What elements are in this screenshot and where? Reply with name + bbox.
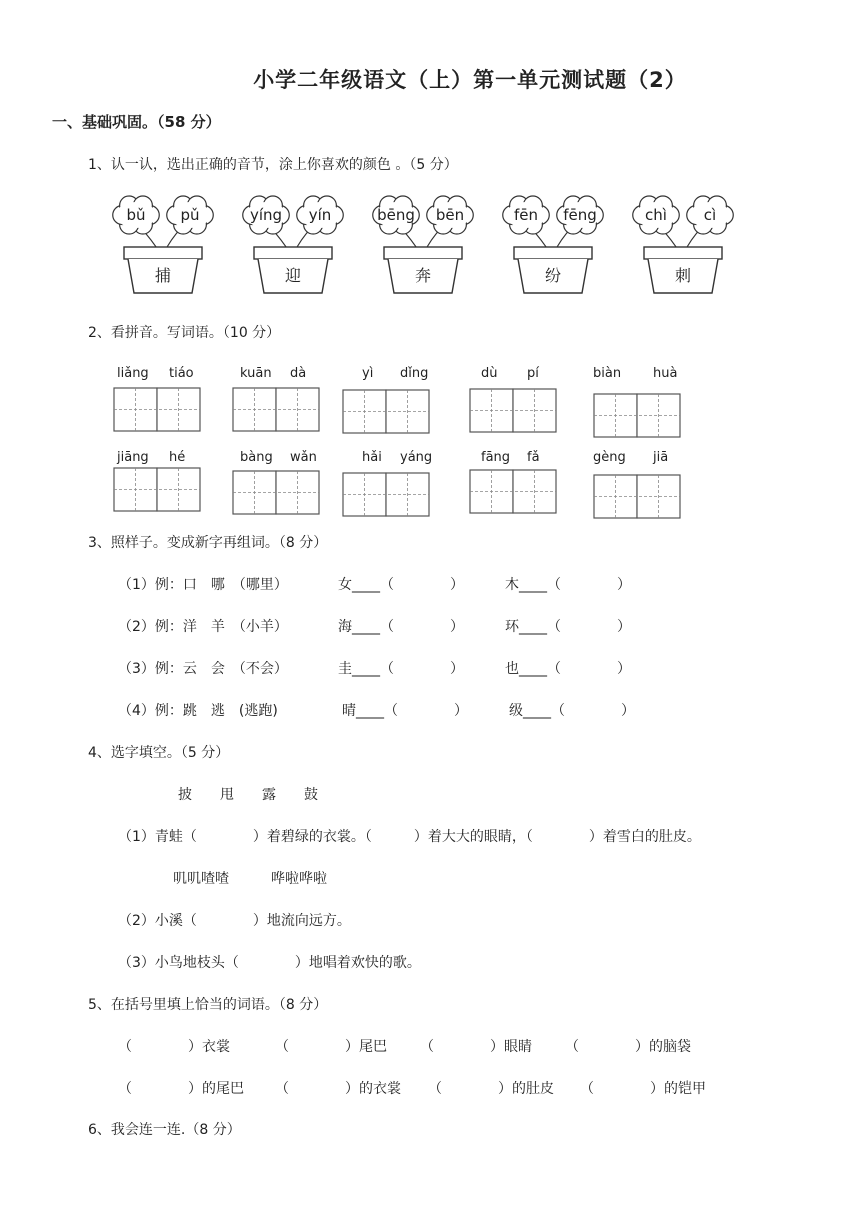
fill-item-1a[interactable]: 女____（ ） [338, 577, 464, 593]
pinyin-syllable: hé [169, 450, 186, 465]
pinyin-option: yín [308, 206, 332, 224]
pinyin-option: bǔ [126, 206, 146, 224]
pinyin-syllable: biàn [593, 366, 622, 381]
pinyin-syllable: dǐng [400, 366, 429, 381]
word-choices-1: 披 甩 露 鼓 [178, 787, 318, 803]
question-6-prompt: 6、我会连一连.（8 分） [88, 1122, 241, 1138]
pinyin-option: chì [645, 206, 667, 224]
flower-left[interactable] [633, 196, 680, 234]
sentence-3[interactable]: （3）小鸟地枝头（ ）地唱着欢快的歌。 [118, 955, 421, 971]
pinyin-syllable: fāng [481, 450, 511, 465]
writing-grid[interactable] [232, 387, 320, 436]
pinyin-syllable: jiāng [117, 450, 149, 465]
flower-left[interactable] [243, 196, 290, 234]
pot-character: 迎 [284, 266, 302, 285]
writing-grid[interactable] [113, 387, 201, 436]
example-row-4: （4）例：跳 逃 (逃跑) [118, 703, 278, 719]
flower-left[interactable] [113, 196, 160, 234]
fill-item-3b[interactable]: 也____（ ） [505, 661, 631, 677]
flower-left[interactable] [373, 196, 420, 234]
writing-grid[interactable] [593, 393, 681, 442]
pinyin-syllable: bàng [240, 450, 273, 465]
word-choices-2: 叽叽喳喳 哗啦哗啦 [173, 871, 327, 887]
flower-right[interactable] [167, 196, 214, 234]
pot-character: 刺 [674, 266, 692, 285]
pinyin-syllable: yáng [400, 450, 433, 465]
pot-character: 奔 [414, 266, 432, 285]
writing-grid[interactable] [113, 467, 201, 516]
pinyin-option: pǔ [180, 206, 200, 224]
fill-item-1b[interactable]: 木____（ ） [505, 577, 631, 593]
pinyin-syllable: kuān [240, 366, 272, 381]
pinyin-syllable: pí [527, 366, 539, 381]
question-4-prompt: 4、选字填空。（5 分） [88, 745, 230, 761]
fill-word-3[interactable]: （ ）眼睛 [420, 1039, 532, 1055]
fill-item-4a[interactable]: 晴____（ ） [342, 703, 468, 719]
writing-grid[interactable] [469, 388, 557, 437]
fill-item-3a[interactable]: 圭____（ ） [338, 661, 464, 677]
pinyin-option: yíng [249, 206, 283, 224]
flower-right[interactable] [427, 196, 474, 234]
flower-right[interactable] [297, 196, 344, 234]
writing-grid[interactable] [232, 470, 320, 519]
pinyin-syllable: huà [653, 366, 678, 381]
pot-character: 纷 [544, 266, 562, 285]
flower-right[interactable] [687, 196, 734, 234]
flower-left[interactable] [503, 196, 550, 234]
flower-pot [503, 196, 604, 293]
pinyin-syllable: dà [290, 366, 307, 381]
pot-character: 捕 [154, 266, 172, 285]
flower-pots-illustration [100, 185, 760, 300]
pinyin-option: fēn [513, 206, 539, 224]
pinyin-syllable: fǎ [527, 450, 540, 465]
flower-pot [243, 196, 344, 293]
example-row-3: （3）例：云 会 （不会） [118, 661, 288, 677]
fill-item-4b[interactable]: 级____（ ） [509, 703, 635, 719]
question-2-prompt: 2、看拼音。写词语。（10 分） [88, 325, 281, 341]
question-1-prompt: 1、认一认，选出正确的音节，涂上你喜欢的颜色 。（5 分） [88, 157, 458, 173]
example-row-2: （2）例：洋 羊 （小羊） [118, 619, 288, 635]
writing-grid[interactable] [342, 389, 430, 438]
writing-grid[interactable] [342, 472, 430, 521]
flower-right[interactable] [557, 196, 604, 234]
pinyin-syllable: jiā [653, 450, 669, 465]
pinyin-syllable: dù [481, 366, 498, 381]
fill-word-4[interactable]: （ ）的脑袋 [565, 1039, 691, 1055]
pinyin-syllable: hǎi [362, 450, 382, 465]
pinyin-syllable: yì [362, 366, 374, 381]
pinyin-syllable: wǎn [290, 450, 317, 465]
sentence-1[interactable]: （1）青蛙（ ）着碧绿的衣裳。（ ）着大大的眼睛，（ ）着雪白的肚皮。 [118, 829, 701, 845]
fill-item-2a[interactable]: 海____（ ） [338, 619, 464, 635]
pinyin-option: fēng [563, 206, 597, 224]
sentence-2[interactable]: （2）小溪（ ）地流向远方。 [118, 913, 351, 929]
pinyin-syllable: liǎng [117, 366, 149, 381]
flower-pot [633, 196, 734, 293]
fill-word-5[interactable]: （ ）的尾巴 [118, 1081, 244, 1097]
question-3-prompt: 3、照样子。变成新字再组词。（8 分） [88, 535, 328, 551]
pinyin-option: bēng [377, 206, 415, 224]
flower-pot [373, 196, 474, 293]
fill-word-8[interactable]: （ ）的铠甲 [580, 1081, 706, 1097]
writing-grid[interactable] [593, 474, 681, 523]
flower-pot [113, 196, 214, 293]
fill-word-2[interactable]: （ ）尾巴 [275, 1039, 387, 1055]
writing-grid[interactable] [469, 469, 557, 518]
fill-word-1[interactable]: （ ）衣裳 [118, 1039, 230, 1055]
fill-word-7[interactable]: （ ）的肚皮 [428, 1081, 554, 1097]
pinyin-syllable: gèng [593, 450, 626, 465]
example-row-1: （1）例：口 哪 （哪里） [118, 577, 288, 593]
fill-word-6[interactable]: （ ）的衣裳 [275, 1081, 401, 1097]
pinyin-syllable: tiáo [169, 366, 194, 381]
question-5-prompt: 5、在括号里填上恰当的词语。（8 分） [88, 997, 328, 1013]
pinyin-option: cì [703, 206, 717, 224]
section-heading: 一、基础巩固。（58 分） [52, 113, 221, 131]
page-title: 小学二年级语文（上）第一单元测试题（2） [253, 68, 687, 92]
fill-item-2b[interactable]: 环____（ ） [505, 619, 631, 635]
pinyin-option: bēn [435, 206, 465, 224]
